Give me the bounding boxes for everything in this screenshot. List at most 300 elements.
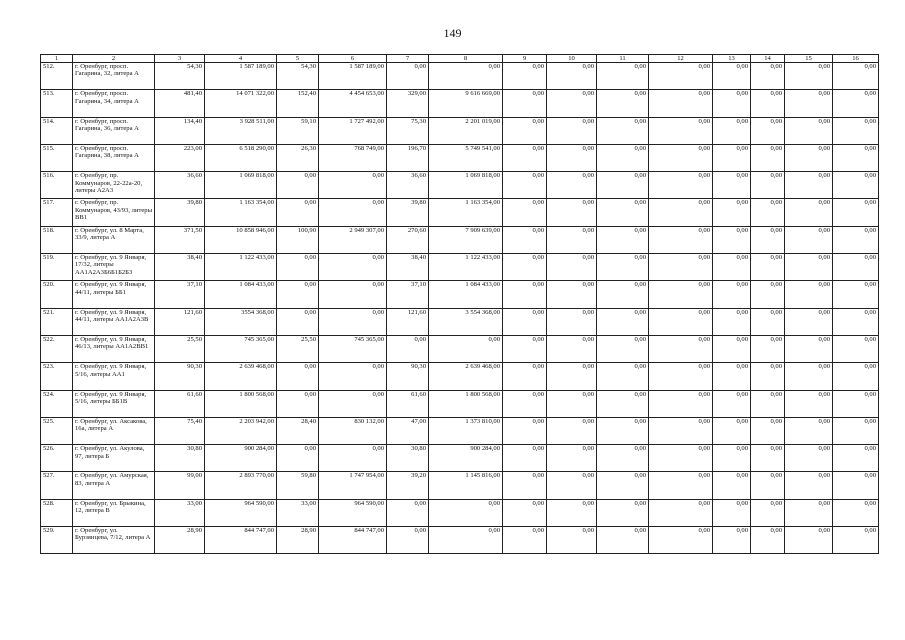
value-cell: 0,00 bbox=[547, 254, 597, 281]
row-number-cell: 525. bbox=[41, 417, 73, 444]
value-cell: 0,00 bbox=[319, 308, 387, 335]
row-number-cell: 522. bbox=[41, 335, 73, 362]
value-cell: 0,00 bbox=[713, 172, 751, 199]
column-header: 16 bbox=[833, 55, 879, 63]
value-cell: 0,00 bbox=[503, 445, 547, 472]
value-cell: 0,00 bbox=[833, 172, 879, 199]
value-cell: 1 069 818,00 bbox=[205, 172, 277, 199]
column-header: 3 bbox=[155, 55, 205, 63]
value-cell: 0,00 bbox=[751, 445, 785, 472]
column-header: 11 bbox=[597, 55, 649, 63]
value-cell: 37,10 bbox=[387, 281, 429, 308]
value-cell: 1 587 189,00 bbox=[319, 63, 387, 90]
value-cell: 0,00 bbox=[429, 63, 503, 90]
row-number-cell: 515. bbox=[41, 144, 73, 171]
table-row bbox=[41, 363, 879, 390]
value-cell: 0,00 bbox=[833, 417, 879, 444]
column-header: 6 bbox=[319, 55, 387, 63]
value-cell: 0,00 bbox=[649, 144, 713, 171]
address-cell: г. Оренбург, пр. Коммунаров, 22-22а-20, литеры А2А3 bbox=[73, 172, 155, 199]
value-cell: 0,00 bbox=[713, 144, 751, 171]
value-cell: 0,00 bbox=[277, 363, 319, 390]
value-cell: 0,00 bbox=[833, 199, 879, 226]
value-cell: 25,50 bbox=[155, 335, 205, 362]
register-table bbox=[40, 54, 879, 554]
address-cell: г. Оренбург, ул. 9 Января, 44/11, литеры ББ1 bbox=[73, 281, 155, 308]
column-header: 5 bbox=[277, 55, 319, 63]
value-cell: 0,00 bbox=[713, 335, 751, 362]
value-cell: 0,00 bbox=[503, 308, 547, 335]
value-cell: 0,00 bbox=[713, 226, 751, 253]
value-cell: 0,00 bbox=[649, 117, 713, 144]
value-cell: 28,40 bbox=[277, 417, 319, 444]
value-cell: 54,30 bbox=[277, 63, 319, 90]
value-cell: 0,00 bbox=[503, 254, 547, 281]
value-cell: 0,00 bbox=[785, 363, 833, 390]
value-cell: 0,00 bbox=[649, 445, 713, 472]
value-cell: 0,00 bbox=[833, 445, 879, 472]
value-cell: 59,80 bbox=[277, 472, 319, 499]
value-cell: 0,00 bbox=[785, 472, 833, 499]
address-cell: г. Оренбург, ул. 9 Января, 17/32, литеры АА1А2А3Б6Б1Б2Б3 bbox=[73, 254, 155, 281]
value-cell: 768 749,00 bbox=[319, 144, 387, 171]
value-cell: 33,00 bbox=[155, 499, 205, 526]
value-cell: 134,40 bbox=[155, 117, 205, 144]
value-cell: 1 163 354,00 bbox=[205, 199, 277, 226]
value-cell: 0,00 bbox=[785, 172, 833, 199]
row-number-cell: 517. bbox=[41, 199, 73, 226]
value-cell: 0,00 bbox=[649, 281, 713, 308]
value-cell: 0,00 bbox=[387, 499, 429, 526]
value-cell: 0,00 bbox=[503, 472, 547, 499]
value-cell: 1 084 433,00 bbox=[205, 281, 277, 308]
value-cell: 0,00 bbox=[597, 226, 649, 253]
value-cell: 38,40 bbox=[387, 254, 429, 281]
value-cell: 33,00 bbox=[277, 499, 319, 526]
value-cell: 0,00 bbox=[277, 308, 319, 335]
value-cell: 0,00 bbox=[547, 445, 597, 472]
value-cell: 0,00 bbox=[785, 527, 833, 554]
value-cell: 0,00 bbox=[503, 527, 547, 554]
value-cell: 0,00 bbox=[751, 527, 785, 554]
value-cell: 0,00 bbox=[649, 499, 713, 526]
value-cell: 121,60 bbox=[387, 308, 429, 335]
value-cell: 0,00 bbox=[547, 363, 597, 390]
value-cell: 0,00 bbox=[649, 390, 713, 417]
table-row bbox=[41, 417, 879, 444]
column-header: 2 bbox=[73, 55, 155, 63]
value-cell: 0,00 bbox=[547, 144, 597, 171]
row-number-cell: 523. bbox=[41, 363, 73, 390]
table-row bbox=[41, 335, 879, 362]
value-cell: 0,00 bbox=[833, 472, 879, 499]
row-number-cell: 528. bbox=[41, 499, 73, 526]
value-cell: 61,60 bbox=[155, 390, 205, 417]
row-number-cell: 520. bbox=[41, 281, 73, 308]
value-cell: 0,00 bbox=[503, 226, 547, 253]
value-cell: 0,00 bbox=[277, 281, 319, 308]
value-cell: 9 616 669,00 bbox=[429, 90, 503, 117]
value-cell: 37,10 bbox=[155, 281, 205, 308]
table-body bbox=[41, 63, 879, 554]
value-cell: 0,00 bbox=[785, 390, 833, 417]
value-cell: 0,00 bbox=[597, 335, 649, 362]
value-cell: 121,60 bbox=[155, 308, 205, 335]
value-cell: 0,00 bbox=[547, 390, 597, 417]
value-cell: 0,00 bbox=[319, 445, 387, 472]
value-cell: 0,00 bbox=[503, 363, 547, 390]
value-cell: 0,00 bbox=[713, 117, 751, 144]
page-number: 149 bbox=[443, 26, 462, 40]
value-cell: 1 163 354,00 bbox=[429, 199, 503, 226]
value-cell: 0,00 bbox=[833, 308, 879, 335]
value-cell: 36,60 bbox=[387, 172, 429, 199]
value-cell: 0,00 bbox=[319, 199, 387, 226]
value-cell: 0,00 bbox=[785, 144, 833, 171]
value-cell: 0,00 bbox=[713, 90, 751, 117]
column-header: 1 bbox=[41, 55, 73, 63]
value-cell: 1 122 433,00 bbox=[429, 254, 503, 281]
value-cell: 0,00 bbox=[713, 445, 751, 472]
row-number-cell: 527. bbox=[41, 472, 73, 499]
value-cell: 2 639 468,00 bbox=[205, 363, 277, 390]
value-cell: 0,00 bbox=[751, 335, 785, 362]
value-cell: 0,00 bbox=[277, 199, 319, 226]
table-row bbox=[41, 90, 879, 117]
row-number-cell: 521. bbox=[41, 308, 73, 335]
value-cell: 0,00 bbox=[547, 117, 597, 144]
value-cell: 30,80 bbox=[155, 445, 205, 472]
column-header: 9 bbox=[503, 55, 547, 63]
value-cell: 0,00 bbox=[833, 144, 879, 171]
value-cell: 0,00 bbox=[503, 335, 547, 362]
value-cell: 900 284,00 bbox=[205, 445, 277, 472]
value-cell: 0,00 bbox=[833, 527, 879, 554]
value-cell: 0,00 bbox=[597, 90, 649, 117]
value-cell: 90,30 bbox=[387, 363, 429, 390]
value-cell: 0,00 bbox=[649, 527, 713, 554]
address-cell: г. Оренбург, ул. Бурзянцева, 7/12, литера А bbox=[73, 527, 155, 554]
value-cell: 0,00 bbox=[751, 144, 785, 171]
value-cell: 2 949 307,00 bbox=[319, 226, 387, 253]
value-cell: 964 590,00 bbox=[205, 499, 277, 526]
value-cell: 0,00 bbox=[597, 117, 649, 144]
value-cell: 1 122 433,00 bbox=[205, 254, 277, 281]
address-cell: г. Оренбург, ул. 8 Марта, 33/9, литера А bbox=[73, 226, 155, 253]
value-cell: 0,00 bbox=[785, 226, 833, 253]
value-cell: 1 747 954,00 bbox=[319, 472, 387, 499]
row-number-cell: 513. bbox=[41, 90, 73, 117]
value-cell: 0,00 bbox=[751, 63, 785, 90]
value-cell: 0,00 bbox=[833, 281, 879, 308]
value-cell: 0,00 bbox=[751, 417, 785, 444]
address-cell: г. Оренбург, ул. Аксакова, 16а, литера А bbox=[73, 417, 155, 444]
value-cell: 0,00 bbox=[649, 363, 713, 390]
value-cell: 6 518 290,00 bbox=[205, 144, 277, 171]
value-cell: 0,00 bbox=[833, 254, 879, 281]
value-cell: 0,00 bbox=[597, 390, 649, 417]
value-cell: 10 858 946,00 bbox=[205, 226, 277, 253]
table-row bbox=[41, 445, 879, 472]
value-cell: 0,00 bbox=[597, 63, 649, 90]
value-cell: 0,00 bbox=[751, 254, 785, 281]
value-cell: 39,80 bbox=[387, 199, 429, 226]
value-cell: 0,00 bbox=[597, 308, 649, 335]
value-cell: 481,40 bbox=[155, 90, 205, 117]
value-cell: 0,00 bbox=[319, 254, 387, 281]
address-cell: г. Оренбург, просп. Гагарина, 34, литера А bbox=[73, 90, 155, 117]
value-cell: 3554 368,00 bbox=[205, 308, 277, 335]
row-number-cell: 526. bbox=[41, 445, 73, 472]
value-cell: 1 727 492,00 bbox=[319, 117, 387, 144]
table-row bbox=[41, 254, 879, 281]
value-cell: 0,00 bbox=[319, 363, 387, 390]
value-cell: 1 800 568,00 bbox=[205, 390, 277, 417]
value-cell: 0,00 bbox=[751, 499, 785, 526]
value-cell: 0,00 bbox=[649, 417, 713, 444]
value-cell: 0,00 bbox=[649, 63, 713, 90]
value-cell: 2 203 942,00 bbox=[205, 417, 277, 444]
value-cell: 0,00 bbox=[597, 499, 649, 526]
value-cell: 0,00 bbox=[387, 63, 429, 90]
value-cell: 0,00 bbox=[503, 281, 547, 308]
value-cell: 0,00 bbox=[713, 281, 751, 308]
row-number-cell: 519. bbox=[41, 254, 73, 281]
value-cell: 0,00 bbox=[751, 199, 785, 226]
value-cell: 0,00 bbox=[713, 308, 751, 335]
value-cell: 0,00 bbox=[833, 390, 879, 417]
address-cell: г. Оренбург, ул. Амурская, 83, литера А bbox=[73, 472, 155, 499]
value-cell: 90,30 bbox=[155, 363, 205, 390]
value-cell: 0,00 bbox=[547, 281, 597, 308]
value-cell: 0,00 bbox=[503, 117, 547, 144]
value-cell: 3 928 511,00 bbox=[205, 117, 277, 144]
value-cell: 1 069 818,00 bbox=[429, 172, 503, 199]
value-cell: 0,00 bbox=[547, 308, 597, 335]
value-cell: 0,00 bbox=[785, 445, 833, 472]
value-cell: 0,00 bbox=[503, 63, 547, 90]
value-cell: 371,50 bbox=[155, 226, 205, 253]
value-cell: 59,10 bbox=[277, 117, 319, 144]
value-cell: 196,70 bbox=[387, 144, 429, 171]
column-number-row bbox=[41, 55, 879, 63]
value-cell: 0,00 bbox=[319, 172, 387, 199]
value-cell: 0,00 bbox=[277, 445, 319, 472]
value-cell: 4 454 653,00 bbox=[319, 90, 387, 117]
row-number-cell: 514. bbox=[41, 117, 73, 144]
table-row bbox=[41, 308, 879, 335]
table-row bbox=[41, 144, 879, 171]
value-cell: 38,40 bbox=[155, 254, 205, 281]
column-header: 8 bbox=[429, 55, 503, 63]
value-cell: 25,50 bbox=[277, 335, 319, 362]
value-cell: 0,00 bbox=[597, 445, 649, 472]
value-cell: 0,00 bbox=[785, 417, 833, 444]
value-cell: 75,30 bbox=[387, 117, 429, 144]
value-cell: 844 747,00 bbox=[319, 527, 387, 554]
value-cell: 0,00 bbox=[503, 90, 547, 117]
table-row bbox=[41, 63, 879, 90]
value-cell: 0,00 bbox=[597, 254, 649, 281]
value-cell: 1 145 816,00 bbox=[429, 472, 503, 499]
value-cell: 0,00 bbox=[833, 335, 879, 362]
row-number-cell: 524. bbox=[41, 390, 73, 417]
value-cell: 223,00 bbox=[155, 144, 205, 171]
value-cell: 900 284,00 bbox=[429, 445, 503, 472]
value-cell: 0,00 bbox=[503, 144, 547, 171]
value-cell: 61,60 bbox=[387, 390, 429, 417]
value-cell: 0,00 bbox=[547, 90, 597, 117]
row-number-cell: 518. bbox=[41, 226, 73, 253]
value-cell: 36,60 bbox=[155, 172, 205, 199]
value-cell: 75,40 bbox=[155, 417, 205, 444]
value-cell: 0,00 bbox=[547, 499, 597, 526]
value-cell: 0,00 bbox=[785, 117, 833, 144]
value-cell: 0,00 bbox=[751, 308, 785, 335]
table-row bbox=[41, 527, 879, 554]
value-cell: 7 909 639,00 bbox=[429, 226, 503, 253]
address-cell: г. Оренбург, просп. Гагарина, 38, литера А bbox=[73, 144, 155, 171]
value-cell: 844 747,00 bbox=[205, 527, 277, 554]
value-cell: 0,00 bbox=[649, 172, 713, 199]
value-cell: 0,00 bbox=[547, 226, 597, 253]
value-cell: 0,00 bbox=[833, 117, 879, 144]
value-cell: 0,00 bbox=[713, 390, 751, 417]
value-cell: 47,00 bbox=[387, 417, 429, 444]
value-cell: 0,00 bbox=[713, 499, 751, 526]
table-row bbox=[41, 472, 879, 499]
value-cell: 0,00 bbox=[547, 417, 597, 444]
value-cell: 0,00 bbox=[503, 390, 547, 417]
address-cell: г. Оренбург, ул. 9 Января, 46/13, литеры АА1А2ВВ1 bbox=[73, 335, 155, 362]
value-cell: 0,00 bbox=[503, 499, 547, 526]
value-cell: 0,00 bbox=[649, 335, 713, 362]
address-cell: г. Оренбург, просп. Гагарина, 36, литера А bbox=[73, 117, 155, 144]
value-cell: 0,00 bbox=[429, 335, 503, 362]
value-cell: 0,00 bbox=[429, 499, 503, 526]
value-cell: 745 365,00 bbox=[205, 335, 277, 362]
table-row bbox=[41, 390, 879, 417]
value-cell: 0,00 bbox=[713, 63, 751, 90]
value-cell: 1 084 433,00 bbox=[429, 281, 503, 308]
value-cell: 3 554 368,00 bbox=[429, 308, 503, 335]
value-cell: 0,00 bbox=[503, 172, 547, 199]
value-cell: 0,00 bbox=[597, 417, 649, 444]
value-cell: 0,00 bbox=[319, 390, 387, 417]
value-cell: 0,00 bbox=[387, 335, 429, 362]
value-cell: 0,00 bbox=[429, 527, 503, 554]
value-cell: 329,00 bbox=[387, 90, 429, 117]
value-cell: 0,00 bbox=[751, 281, 785, 308]
address-cell: г. Оренбург, ул. Акулова, 97, литера Б bbox=[73, 445, 155, 472]
column-header: 13 bbox=[713, 55, 751, 63]
value-cell: 0,00 bbox=[751, 472, 785, 499]
value-cell: 28,90 bbox=[277, 527, 319, 554]
value-cell: 0,00 bbox=[751, 90, 785, 117]
column-header: 14 bbox=[751, 55, 785, 63]
value-cell: 14 071 322,00 bbox=[205, 90, 277, 117]
value-cell: 26,30 bbox=[277, 144, 319, 171]
value-cell: 0,00 bbox=[713, 199, 751, 226]
value-cell: 0,00 bbox=[751, 390, 785, 417]
value-cell: 0,00 bbox=[833, 363, 879, 390]
column-header: 12 bbox=[649, 55, 713, 63]
table-row bbox=[41, 172, 879, 199]
value-cell: 0,00 bbox=[597, 172, 649, 199]
column-header: 10 bbox=[547, 55, 597, 63]
value-cell: 0,00 bbox=[713, 472, 751, 499]
value-cell: 0,00 bbox=[785, 499, 833, 526]
value-cell: 0,00 bbox=[503, 417, 547, 444]
value-cell: 0,00 bbox=[713, 527, 751, 554]
value-cell: 100,90 bbox=[277, 226, 319, 253]
column-header: 15 bbox=[785, 55, 833, 63]
address-cell: г. Оренбург, ул. 9 Января, 44/11, литеры АА1А2А3В bbox=[73, 308, 155, 335]
table-row bbox=[41, 499, 879, 526]
row-number-cell: 516. bbox=[41, 172, 73, 199]
value-cell: 0,00 bbox=[277, 254, 319, 281]
address-cell: г. Оренбург, ул. 9 Января, 5/16, литеры ББ1В bbox=[73, 390, 155, 417]
address-cell: г. Оренбург, пр. Коммунаров, 43/93, литеры ВВ1 bbox=[73, 199, 155, 226]
value-cell: 2 893 770,00 bbox=[205, 472, 277, 499]
value-cell: 0,00 bbox=[833, 499, 879, 526]
value-cell: 0,00 bbox=[597, 527, 649, 554]
address-cell: г. Оренбург, просп. Гагарина, 32, литера А bbox=[73, 63, 155, 90]
value-cell: 0,00 bbox=[833, 90, 879, 117]
value-cell: 0,00 bbox=[503, 199, 547, 226]
value-cell: 5 749 541,00 bbox=[429, 144, 503, 171]
row-number-cell: 512. bbox=[41, 63, 73, 90]
value-cell: 0,00 bbox=[649, 254, 713, 281]
value-cell: 0,00 bbox=[597, 363, 649, 390]
value-cell: 0,00 bbox=[833, 226, 879, 253]
value-cell: 1 587 189,00 bbox=[205, 63, 277, 90]
value-cell: 0,00 bbox=[751, 363, 785, 390]
value-cell: 30,80 bbox=[387, 445, 429, 472]
value-cell: 0,00 bbox=[319, 281, 387, 308]
value-cell: 0,00 bbox=[833, 63, 879, 90]
value-cell: 0,00 bbox=[547, 172, 597, 199]
value-cell: 0,00 bbox=[713, 363, 751, 390]
value-cell: 0,00 bbox=[387, 527, 429, 554]
value-cell: 0,00 bbox=[547, 335, 597, 362]
value-cell: 0,00 bbox=[751, 117, 785, 144]
value-cell: 54,30 bbox=[155, 63, 205, 90]
value-cell: 1 373 810,00 bbox=[429, 417, 503, 444]
value-cell: 2 201 019,00 bbox=[429, 117, 503, 144]
value-cell: 0,00 bbox=[649, 199, 713, 226]
row-number-cell: 529. bbox=[41, 527, 73, 554]
value-cell: 0,00 bbox=[751, 226, 785, 253]
value-cell: 0,00 bbox=[785, 281, 833, 308]
value-cell: 0,00 bbox=[547, 527, 597, 554]
value-cell: 0,00 bbox=[713, 417, 751, 444]
column-header: 4 bbox=[205, 55, 277, 63]
value-cell: 28,90 bbox=[155, 527, 205, 554]
value-cell: 0,00 bbox=[547, 199, 597, 226]
value-cell: 0,00 bbox=[785, 254, 833, 281]
value-cell: 0,00 bbox=[649, 90, 713, 117]
value-cell: 0,00 bbox=[597, 472, 649, 499]
value-cell: 830 132,00 bbox=[319, 417, 387, 444]
value-cell: 0,00 bbox=[649, 226, 713, 253]
table-row bbox=[41, 226, 879, 253]
value-cell: 0,00 bbox=[649, 472, 713, 499]
value-cell: 2 639 468,00 bbox=[429, 363, 503, 390]
table-row bbox=[41, 117, 879, 144]
value-cell: 270,60 bbox=[387, 226, 429, 253]
value-cell: 0,00 bbox=[597, 199, 649, 226]
